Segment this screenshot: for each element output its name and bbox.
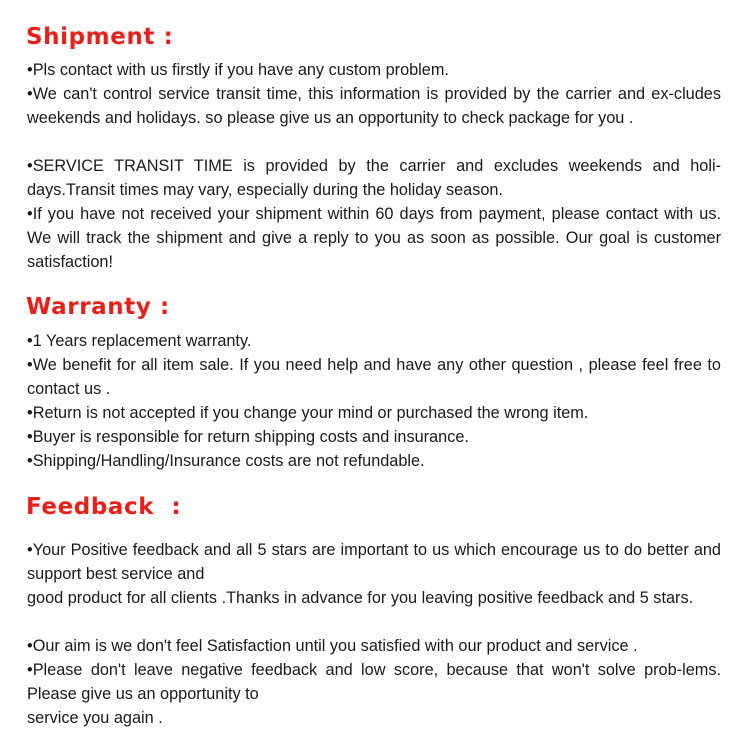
shipment-heading: Shipment : [26, 24, 174, 50]
warranty-item-5: •Shipping/Handling/Insurance costs are not refundable. [27, 452, 425, 470]
warranty-heading: Warranty : [26, 294, 170, 320]
feedback-item-3-continued: service you again . [27, 709, 163, 727]
shipment-item-2: •We can't control service transit time, this information is provided by the carrier and ex-cludes weekends and holidays. so please give us an opportunity to check package for you . [27, 85, 721, 127]
shipment-item-1: •Pls contact with us firstly if you have any custom problem. [27, 61, 449, 79]
warranty-item-4: •Buyer is responsible for return shipping costs and insurance. [27, 428, 469, 446]
warranty-item-3: •Return is not accepted if you change your mind or purchased the wrong item. [27, 404, 589, 422]
shipment-item-4: •If you have not received your shipment within 60 days from payment, please contact with us. We will track the shipment and give a reply to you as soon as possible. Our goal is customer satisfaction! [27, 205, 721, 271]
warranty-item-1: •1 Years replacement warranty. [27, 332, 252, 350]
feedback-heading: Feedback : [26, 494, 182, 520]
feedback-item-2: •Our aim is we don't feel Satisfaction until you satisfied with our product and service . [27, 637, 638, 655]
shipment-item-3: •SERVICE TRANSIT TIME is provided by the carrier and excludes weekends and holi-days.Transit times may vary, especially during the holiday season. [27, 157, 721, 199]
warranty-item-2: •We benefit for all item sale. If you need help and have any other question , please feel free to contact us . [27, 356, 721, 398]
feedback-item-1-continued: good product for all clients .Thanks in advance for you leaving positive feedback and 5 stars. [27, 589, 694, 607]
feedback-item-1: •Your Positive feedback and all 5 stars are important to us which encourage us to do better and support best service and [27, 541, 721, 583]
feedback-item-3: •Please don't leave negative feedback and low score, because that won't solve prob-lems. Please give us an opportunity to [27, 661, 721, 703]
